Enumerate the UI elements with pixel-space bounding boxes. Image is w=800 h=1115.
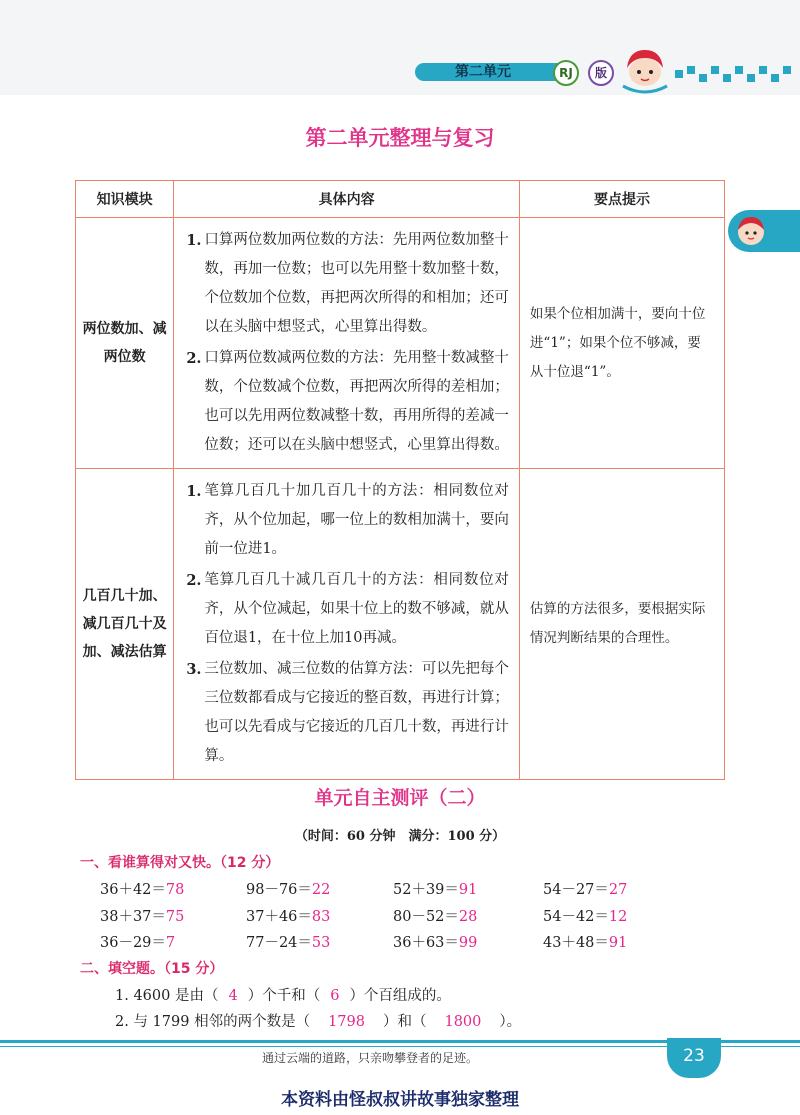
equation-question: 77－24＝ <box>246 935 312 951</box>
section-two-heading: 二、填空题。（15 分） <box>80 961 224 977</box>
item-text: 口算两位数减两位数的方法：先用整十数减整十数，个位数减个位数，再把两次所得的差相加；也可以先用两位数减整十数，再用所得的差减一位数；还可以在头脑中想竖式，心里算出得数。 <box>204 350 509 453</box>
item-text: 三位数加、减三位数的估算方法：可以先把每个三位数都看成与它接近的整百数，再进行计算；也可以先看成与它接近的几百几十数，再进行计算。 <box>204 661 509 764</box>
section-one-heading: 一、看谁算得对又快。（12 分） <box>80 855 280 871</box>
equation-answer: 91 <box>608 935 628 951</box>
equation-question: 52＋39＝ <box>393 882 459 898</box>
equation <box>543 931 627 952</box>
equation-question: 36＋63＝ <box>393 935 459 951</box>
tip-text: 估算的方法很多，要根据实际情况判断结果的合理性。 <box>529 601 706 646</box>
fill-text: ）个千和（ <box>247 988 321 1004</box>
content-item <box>186 344 509 460</box>
equation-answer: 28 <box>458 909 478 925</box>
content-item <box>186 566 509 653</box>
content-item <box>186 226 509 342</box>
checker-decoration <box>675 62 800 86</box>
item-text: 笔算几百几十加几百几十的方法：相同数位对齐，从个位加起，哪一位上的数相加满十，要向前一位进1。 <box>204 483 509 557</box>
item-text: 口算两位数加两位数的方法：先用两位数加整十数，再加一位数；也可以先用整十数加整十数，个位数加个位数，再把两次所得的和相加；还可以在头脑中想竖式，心里算出得数。 <box>204 232 509 335</box>
item-number: 2. <box>186 572 202 589</box>
equation-question: 43＋48＝ <box>543 935 609 951</box>
fill-answer: 6 <box>330 988 340 1004</box>
equation <box>246 905 330 926</box>
page-title: 第二单元整理与复习 <box>305 126 495 150</box>
content-cell <box>174 218 520 469</box>
equation <box>100 931 175 952</box>
equation <box>100 878 184 899</box>
tip-cell <box>519 218 724 469</box>
equation <box>393 905 477 926</box>
item-number: 1. <box>186 232 202 249</box>
equation-answer: 91 <box>458 882 478 898</box>
fill-text: 1. 4600 是由（ <box>115 988 219 1004</box>
equation-answer: 12 <box>608 909 628 925</box>
equation <box>100 905 184 926</box>
header-module: 知识模块 <box>76 181 174 218</box>
mascot-face-icon <box>734 214 768 248</box>
time-line: （时间：60 分钟 满分：100 分） <box>294 829 506 844</box>
fill-answer: 1798 <box>328 1014 365 1030</box>
edition-badge-rj: RJ <box>553 60 579 86</box>
item-text: 笔算几百几十减几百几十的方法：相同数位对齐，从个位减起，如果十位上的数不够减，就从百位退1，在十位上加10再减。 <box>204 572 509 646</box>
module-cell <box>76 469 174 780</box>
side-tab <box>728 210 800 252</box>
edition-badge-ban: 版 <box>588 60 614 86</box>
fill-answer: 1800 <box>444 1014 482 1030</box>
table-row <box>76 218 725 469</box>
table-row <box>76 469 725 780</box>
fill-question-1 <box>115 984 451 1005</box>
fill-text: ）。 <box>499 1014 522 1030</box>
equation-answer: 7 <box>165 935 176 951</box>
equation-answer: 53 <box>311 935 331 951</box>
equation <box>393 878 477 899</box>
equation <box>543 905 627 926</box>
fill-question-2 <box>115 1010 521 1031</box>
equation-question: 54－27＝ <box>543 882 609 898</box>
page-number: 23 <box>667 1038 721 1078</box>
content-item <box>186 655 509 771</box>
content-item <box>186 477 509 564</box>
fill-text: ）和（ <box>382 1014 427 1030</box>
header-tips: 要点提示 <box>519 181 724 218</box>
credit-line: 本资料由怪叔叔讲故事独家整理 <box>281 1090 519 1110</box>
item-number: 3. <box>186 661 202 678</box>
item-number: 2. <box>186 350 202 367</box>
module-label: 几百几十加、减几百几十及加、减法估算 <box>82 588 167 660</box>
fill-text: 2. 与 1799 相邻的两个数是（ <box>115 1014 311 1030</box>
equation <box>246 878 330 899</box>
fill-text: ）个百组成的。 <box>349 988 451 1004</box>
module-label: 两位数加、减两位数 <box>82 321 167 365</box>
review-table <box>75 180 725 780</box>
equation-question: 80－52＝ <box>393 909 459 925</box>
equation-question: 38＋37＝ <box>100 909 166 925</box>
equation-question: 54－42＝ <box>543 909 609 925</box>
header-content: 具体内容 <box>174 181 520 218</box>
fill-answer: 4 <box>228 988 238 1004</box>
tip-cell <box>519 469 724 780</box>
item-number: 1. <box>186 483 202 500</box>
equation-answer: 83 <box>311 909 331 925</box>
equation <box>393 931 477 952</box>
module-cell <box>76 218 174 469</box>
content-cell <box>174 469 520 780</box>
mascot-icon <box>617 42 673 94</box>
footer-motto: 通过云端的道路，只亲吻攀登者的足迹。 <box>261 1051 478 1065</box>
equation-answer: 78 <box>165 882 185 898</box>
equation-question: 36＋42＝ <box>100 882 166 898</box>
tip-text: 如果个位相加满十，要向十位进“1”；如果个位不够减，要从十位退“1”。 <box>529 305 706 380</box>
equation-question: 36－29＝ <box>100 935 166 951</box>
equation-answer: 22 <box>311 882 331 898</box>
equation-answer: 27 <box>608 882 628 898</box>
equation-answer: 75 <box>165 909 185 925</box>
equation-question: 98－76＝ <box>246 882 312 898</box>
unit-label: 第二单元 <box>455 64 511 80</box>
equation <box>543 878 627 899</box>
equation-answer: 99 <box>458 935 478 951</box>
equation <box>246 931 330 952</box>
table-header-row <box>76 181 725 218</box>
equation-question: 37＋46＝ <box>246 909 312 925</box>
test-title: 单元自主测评（二） <box>314 787 486 809</box>
